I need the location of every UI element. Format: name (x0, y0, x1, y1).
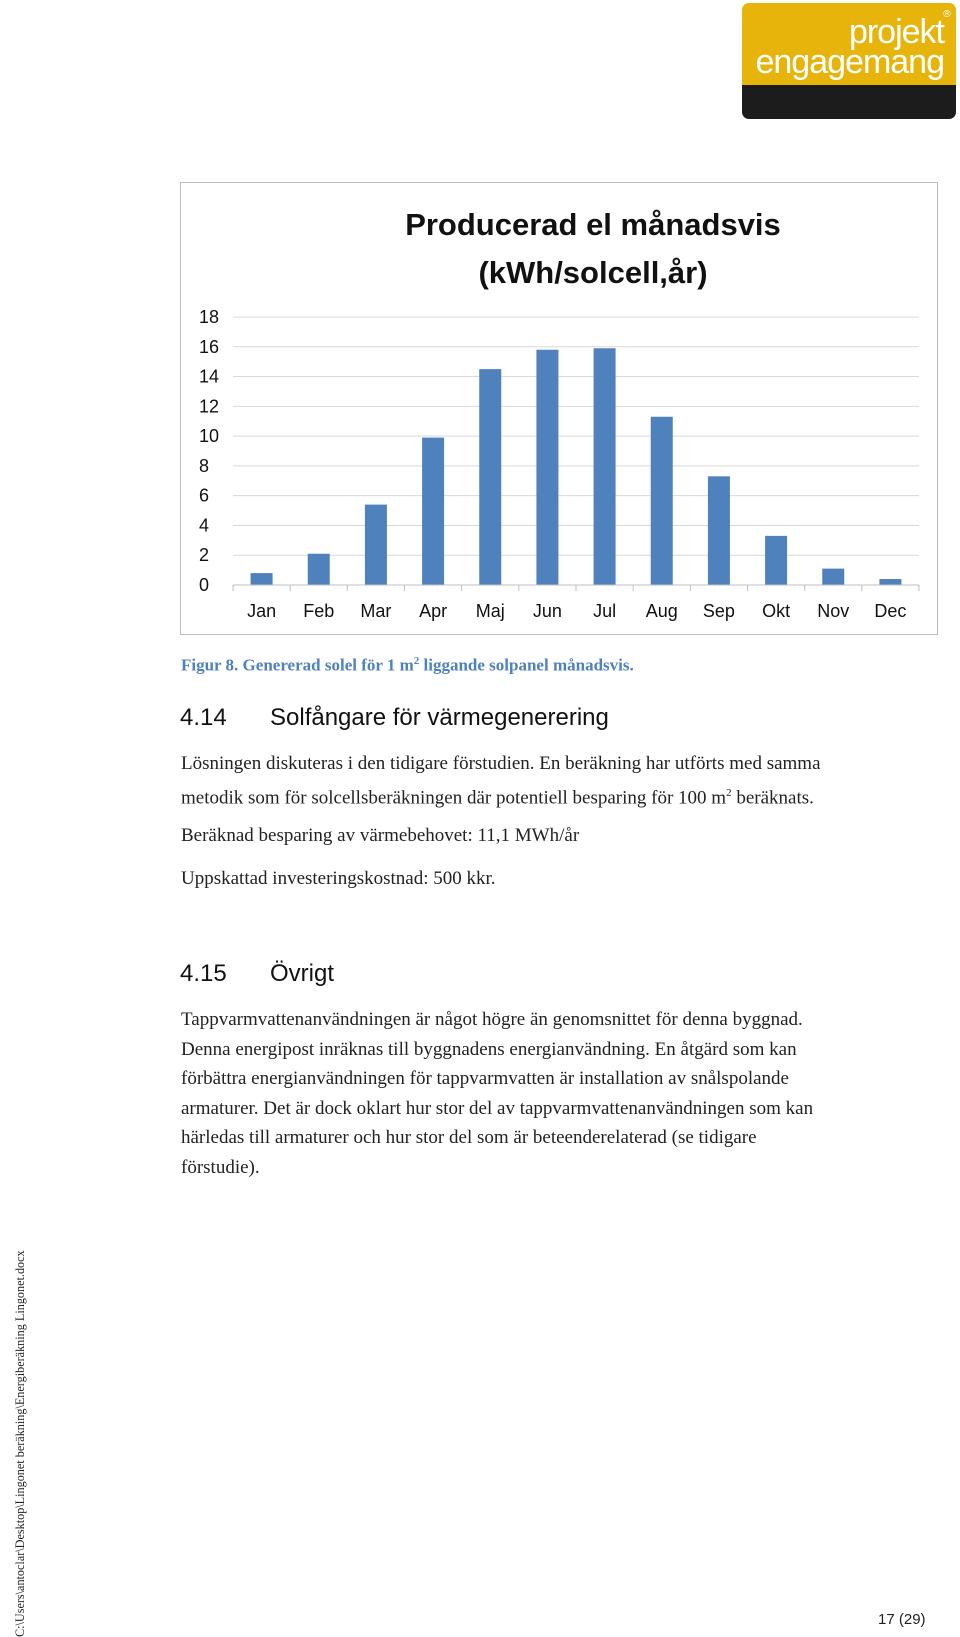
paragraph-line: förbättra energianvändningen för tappvarmvatten är installation av snålspolande (181, 1068, 789, 1089)
page-number: 17 (29) (878, 1611, 926, 1628)
x-tick-label: Jan (247, 601, 277, 621)
y-tick-label: 10 (199, 426, 220, 447)
caption-text: Figur 8. Genererad solel för 1 m (181, 655, 414, 675)
section-number: 4.15 (180, 960, 227, 987)
chart-svg (181, 183, 937, 634)
y-tick-label: 2 (199, 545, 210, 566)
investment-cost-line: Uppskattad investeringskostnad: 500 kkr. (181, 868, 496, 889)
bar-jun (536, 350, 558, 585)
y-tick-label: 18 (199, 307, 220, 327)
logo-text-line2: engagemang (755, 43, 944, 81)
paragraph-line: Tappvarmvattenanvändningen är något högre än genomsnittet för denna byggnad. (181, 1009, 803, 1030)
bar-mar (365, 505, 387, 585)
company-logo (742, 3, 956, 119)
logo-registered-mark: ® (942, 9, 952, 20)
heat-saving-line: Beräknad besparing av värmebehovet: 11,1 MWh/år (181, 825, 580, 846)
caption-text-end: liggande solpanel månadsvis. (419, 655, 634, 675)
y-tick-label: 16 (199, 336, 220, 357)
x-tick-label: Jul (593, 601, 617, 621)
y-tick-label: 4 (199, 515, 210, 536)
chart-title-line2: (kWh/solcell,år) (478, 255, 708, 290)
section-title: Solfångare för värmegenerering (270, 704, 609, 731)
paragraph-line: härledas till armaturer och hur stor del som är beteenderelaterad (se tidigare (181, 1127, 757, 1148)
paragraph-superscript: 2 (726, 787, 732, 799)
chart-title-line1: Producerad el månadsvis (405, 207, 781, 242)
section-title: Övrigt (270, 960, 335, 987)
bar-sep (708, 476, 730, 585)
x-tick-label: Mar (360, 601, 392, 621)
y-tick-label: 14 (199, 366, 220, 387)
production-chart (180, 182, 938, 635)
figure-caption (181, 655, 634, 676)
bar-jul (594, 348, 616, 585)
x-tick-label: Nov (817, 601, 850, 621)
logo-dark-band (742, 85, 956, 119)
paragraph-text: metodik som för solcellsberäkningen där potentiell besparing för 100 m (181, 787, 727, 809)
y-tick-label: 0 (199, 575, 210, 595)
y-tick-label: 8 (199, 455, 210, 476)
section-number: 4.14 (180, 704, 227, 731)
bar-nov (822, 569, 844, 585)
file-path: C:\Users\antoclar\Desktop\Lingonet beräkning\Energiberäkning Lingonet.docx (13, 1250, 27, 1637)
bar-apr (422, 438, 444, 585)
caption-superscript: 2 (413, 655, 420, 667)
x-tick-label: Apr (419, 601, 448, 621)
y-tick-label: 6 (199, 485, 210, 506)
bar-aug (651, 417, 673, 585)
x-tick-label: Aug (645, 601, 678, 621)
paragraph-text-end: beräknats. (731, 787, 814, 809)
x-tick-label: Maj (475, 601, 505, 621)
paragraph-line (181, 779, 814, 813)
section-heading-4-14 (180, 704, 609, 732)
paragraph-line: armaturer. Det är dock oklart hur stor del av tappvarmvattenanvändningen som kan (181, 1098, 814, 1119)
x-tick-label: Jun (532, 601, 562, 621)
logo-text-line1: projekt (848, 13, 944, 51)
bar-feb (308, 554, 330, 585)
x-tick-label: Sep (702, 601, 735, 621)
section-heading-4-15 (180, 960, 334, 988)
y-tick-label: 12 (199, 396, 220, 417)
paragraph-line: Lösningen diskuteras i den tidigare förstudien. En beräkning har utförts med samma (181, 753, 821, 774)
x-tick-label: Okt (762, 601, 791, 621)
bar-dec (879, 579, 901, 585)
x-tick-label: Dec (874, 601, 907, 621)
file-path-sidebar (0, 1203, 27, 1637)
paragraph-line: förstudie). (181, 1157, 260, 1178)
paragraph-line: Denna energipost inräknas till byggnadens energianvändning. En åtgärd som kan (181, 1039, 797, 1060)
bar-okt (765, 536, 787, 585)
bar-jan (251, 573, 273, 585)
bar-maj (479, 369, 501, 585)
x-tick-label: Feb (303, 601, 335, 621)
